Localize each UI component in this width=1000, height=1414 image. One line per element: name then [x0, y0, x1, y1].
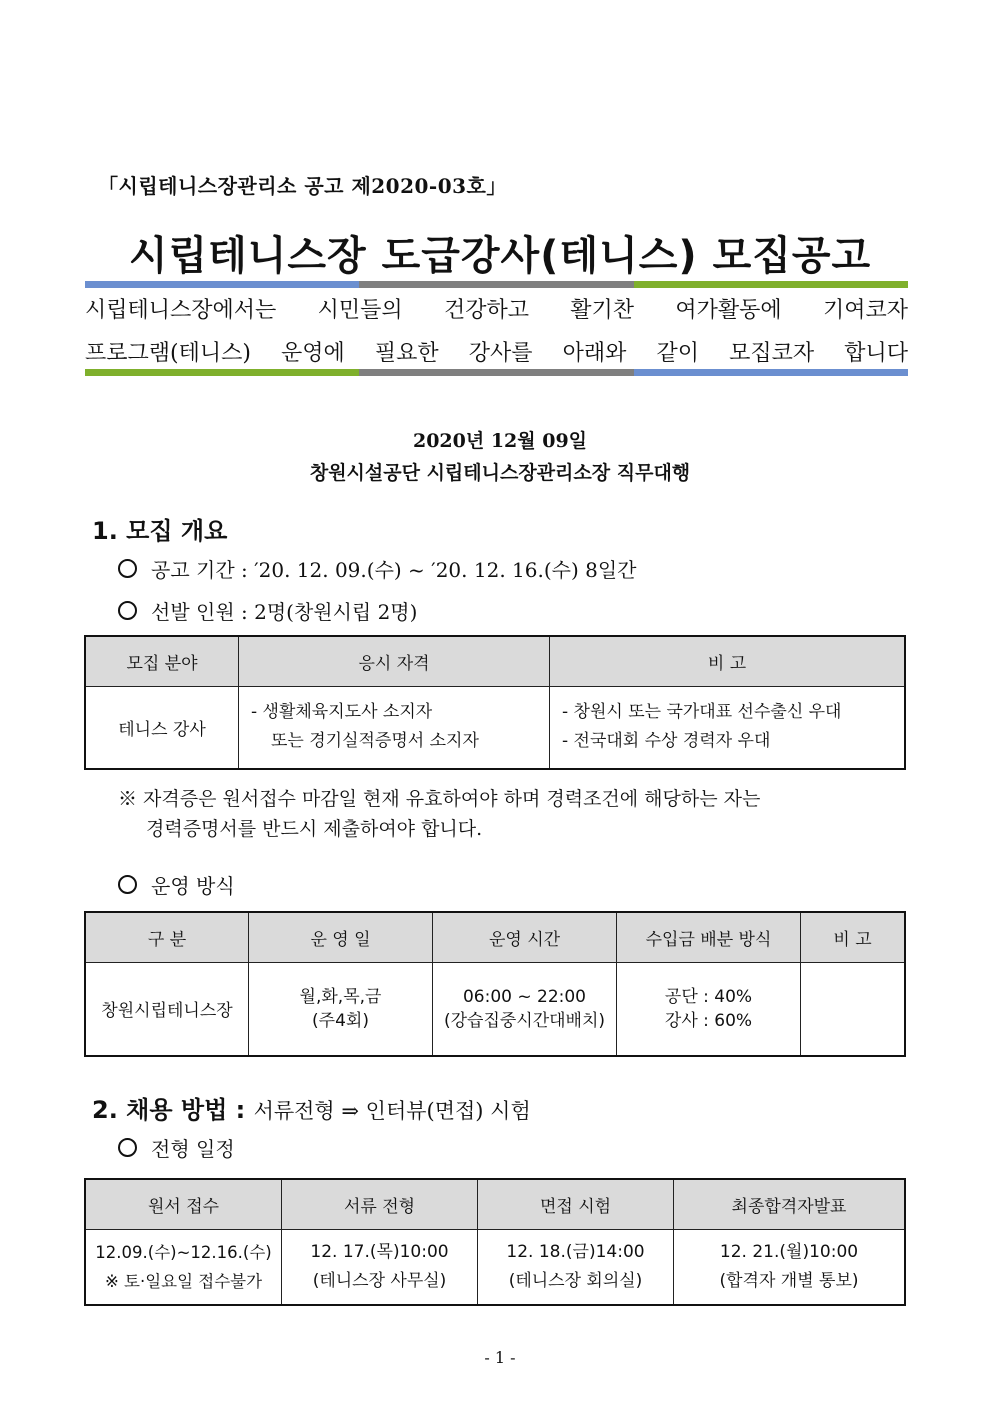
notice-number: 「시립테니스장관리소 공고 제2020-03호」	[98, 174, 507, 198]
op-header-remark: 비 고	[801, 912, 906, 962]
sched-header-document: 서류 전형	[282, 1179, 478, 1229]
circle-bullet-icon	[118, 559, 137, 578]
op-share	[617, 962, 801, 1056]
sched-header-apply: 원서 접수	[85, 1179, 282, 1229]
circle-bullet-icon	[118, 1138, 137, 1157]
remark-line-2: 경력증명서를 반드시 제출하여야 합니다.	[146, 818, 483, 840]
op-days-line-1: 월,화,목,금	[299, 986, 382, 1007]
section2-heading-text: 2. 채용 방법 :	[92, 1096, 246, 1124]
op-days-line-2: (주4회)	[312, 1010, 369, 1031]
period-item	[118, 554, 637, 583]
sched-final	[674, 1229, 906, 1305]
sched-apply-line-1: 12.09.(수)~12.16.(수)	[95, 1242, 272, 1262]
hiring-method: 서류전형 ⇒ 인터뷰(면접) 시험	[253, 1099, 531, 1123]
recruit-header-note: 비 고	[550, 636, 906, 686]
op-facility: 창원시립테니스장	[85, 962, 249, 1056]
intro-line-1: 시립테니스장에서는 시민들의 건강하고 활기찬 여가활동에 기여코자	[85, 298, 908, 323]
section1-heading: 1. 모집 개요	[92, 517, 228, 545]
sched-document	[282, 1229, 478, 1305]
period-text: 공고 기간 : ′20. 12. 09.(수) ~ ′20. 12. 16.(수) 8일간	[151, 558, 637, 582]
sched-document-line-1: 12. 17.(목)10:00	[310, 1241, 449, 1262]
qual-line-1: - 생활체육지도사 소지자	[251, 702, 433, 723]
remark-line-1: ※ 자격증은 원서접수 마감일 현재 유효하여야 하며 경력조건에 해당하는 자는	[118, 788, 761, 810]
page-number: - 1 -	[484, 1348, 516, 1367]
operation-table	[84, 911, 906, 1057]
op-remark	[801, 962, 906, 1056]
sched-final-line-1: 12. 21.(월)10:00	[719, 1241, 859, 1262]
note-line-2: - 전국대회 수상 경력자 우대	[562, 731, 771, 752]
schedule-table	[84, 1178, 906, 1306]
sched-interview-line-1: 12. 18.(금)14:00	[506, 1241, 645, 1262]
op-header-days: 운 영 일	[249, 912, 433, 962]
recruit-qualification	[239, 686, 550, 769]
qual-line-2: 또는 경기실적증명서 소지자	[271, 731, 479, 752]
op-share-line-2: 강사 : 60%	[664, 1010, 753, 1031]
recruit-table	[84, 635, 906, 770]
schedule-heading	[118, 1133, 235, 1162]
op-header-share: 수입금 배분 방식	[617, 912, 801, 962]
circle-bullet-icon	[118, 875, 137, 894]
schedule-heading-text: 전형 일정	[151, 1137, 235, 1161]
headcount-text: 선발 인원 : 2명(창원시립 2명)	[151, 600, 418, 624]
issuer: 창원시설공단 시립테니스장관리소장 직무대행	[309, 462, 691, 484]
op-header-category: 구 분	[85, 912, 249, 962]
sched-header-final: 최종합격자발표	[674, 1179, 906, 1229]
headcount-item	[118, 596, 417, 625]
recruit-header-qual: 응시 자격	[239, 636, 550, 686]
op-share-line-1: 공단 : 40%	[664, 986, 753, 1007]
announcement-date: 2020년 12월 09일	[412, 430, 588, 452]
op-time	[433, 962, 617, 1056]
circle-bullet-icon	[118, 601, 137, 620]
recruit-note	[550, 686, 906, 769]
sched-apply-line-2: ※ 토·일요일 접수불가	[104, 1271, 263, 1291]
operation-heading-text: 운영 방식	[151, 874, 235, 898]
section2-heading	[92, 1090, 531, 1125]
sched-interview-line-2: (테니스장 회의실)	[508, 1270, 643, 1291]
sched-final-line-2: (합격자 개별 통보)	[719, 1270, 859, 1291]
op-time-line-1: 06:00 ~ 22:00	[462, 986, 587, 1007]
note-line-1: - 창원시 또는 국가대표 선수출신 우대	[562, 702, 842, 723]
operation-heading	[118, 870, 235, 899]
recruit-field: 테니스 강사	[85, 686, 239, 769]
intro-line-2: 프로그램(테니스) 운영에 필요한 강사를 아래와 같이 모집코자 합니다	[85, 341, 908, 366]
top-color-bar	[85, 281, 908, 288]
sched-document-line-2: (테니스장 사무실)	[312, 1270, 447, 1291]
recruit-header-field: 모집 분야	[85, 636, 239, 686]
bottom-color-bar	[85, 369, 908, 376]
op-days	[249, 962, 433, 1056]
qualification-remark	[118, 784, 898, 844]
op-time-line-2: (강습집중시간대배치)	[443, 1010, 606, 1031]
page-title: 시립테니스장 도급강사(테니스) 모집공고	[128, 233, 872, 279]
op-header-time: 운영 시간	[433, 912, 617, 962]
sched-header-interview: 면접 시험	[478, 1179, 674, 1229]
sched-interview	[478, 1229, 674, 1305]
sched-apply	[85, 1229, 282, 1305]
